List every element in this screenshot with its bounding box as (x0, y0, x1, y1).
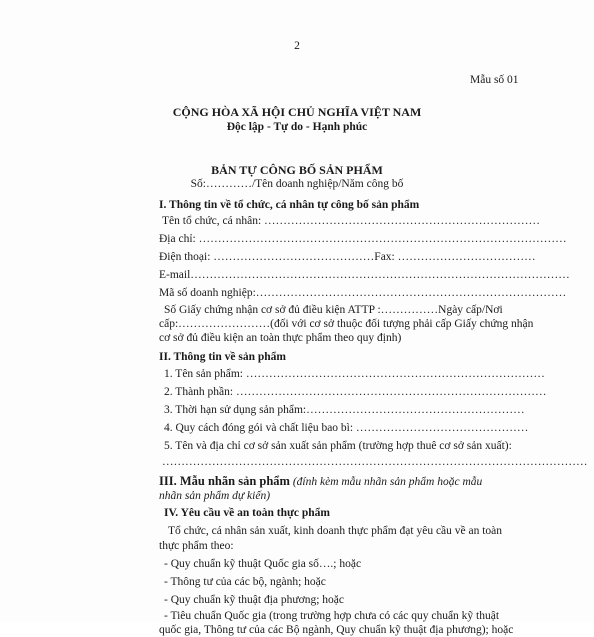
section1-heading: I. Thông tin về tổ chức, cá nhân tự công bố sản phẩm (159, 199, 420, 211)
section2-heading: II. Thông tin về sản phẩm (159, 351, 286, 363)
safety-intro-line: Tổ chức, cá nhân sản xuất, kinh doanh thực phẩm đạt yêu cầu về an toàn (168, 525, 503, 537)
section3-heading: III. Mẫu nhãn sản phẩm (159, 474, 290, 488)
address-line: Địa chỉ: …………………………………………………………………………………… (159, 233, 567, 245)
form-code: Mẫu số 01 (470, 74, 519, 86)
manufacturer-blank-line: ………………………………………………………………………………………………… (162, 456, 588, 468)
section3-note-2: nhãn sản phẩm dự kiến) (159, 490, 271, 502)
manufacturer-line: 5. Tên và địa chỉ cơ sở sản xuất sản phẩm (trường hợp thuê cơ sở sản xuất): (164, 440, 512, 452)
org-name-line: Tên tổ chức, cá nhân: ……………………………………………………………… (162, 215, 541, 227)
certificate-line-3: cơ sở đủ điều kiện an toàn thực phẩm theo quy định) (159, 332, 402, 344)
section3-row (159, 474, 482, 489)
local-standard-item: - Quy chuẩn kỹ thuật địa phương; hoặc (164, 594, 344, 606)
document-title: BẢN TỰ CÔNG BỐ SẢN PHẨM (211, 163, 383, 177)
circular-item: - Thông tư của các bộ, ngành; hoặc (164, 576, 326, 588)
tcvn-item: - Tiêu chuẩn Quốc gia (trong trường hợp chưa có các quy chuẩn kỹ thuật (164, 610, 500, 622)
phone-fax-line: Điện thoại: ……………………………………Fax: ……………………………… (159, 251, 536, 263)
document-number-line: Số:…………/Tên doanh nghiệp/Năm công bố (190, 178, 404, 190)
safety-intro-line-2: thực phẩm theo: (159, 540, 234, 552)
tcvn-item-2: quốc gia, Thông tư của các Bộ ngành, Quy chuẩn kỹ thuật địa phương); hoặc (159, 624, 514, 636)
country-title: CỘNG HÒA XÃ HỘI CHỦ NGHĨA VIỆT NAM (172, 105, 422, 119)
national-standard-item: - Quy chuẩn kỹ thuật Quốc gia số….; hoặc (164, 558, 362, 570)
section3-note: (đính kèm mẫu nhãn sản phẩm hoặc mẫu (292, 476, 483, 488)
email-line: E-mail……………………………………………………………………………………… (159, 269, 570, 281)
shelf-life-line: 3. Thời hạn sử dụng sản phẩm:………………………………………………… (164, 404, 525, 416)
product-name-line: 1. Tên sản phẩm: …………………………………………………………………… (164, 368, 545, 380)
packaging-line: 4. Quy cách đóng gói và chất liệu bao bì: ……………………………………… (164, 422, 529, 434)
section4-heading: IV. Yêu cầu về an toàn thực phẩm (164, 507, 331, 519)
ingredients-line: 2. Thành phần: ……………………………………………………………………… (164, 386, 547, 398)
certificate-line: Số Giấy chứng nhận cơ sở đủ điều kiện ATTP :……………Ngày cấp/Nơi (164, 304, 503, 316)
certificate-line-2: cấp:……………………(đối với cơ sở thuộc đối tượng phải cấp Giấy chứng nhận (159, 318, 534, 330)
national-motto: Độc lập - Tự do - Hạnh phúc (226, 121, 368, 133)
page-number: 2 (294, 40, 300, 52)
tax-code-line: Mã số doanh nghiệp:……………………………………………………………………… (159, 287, 567, 299)
